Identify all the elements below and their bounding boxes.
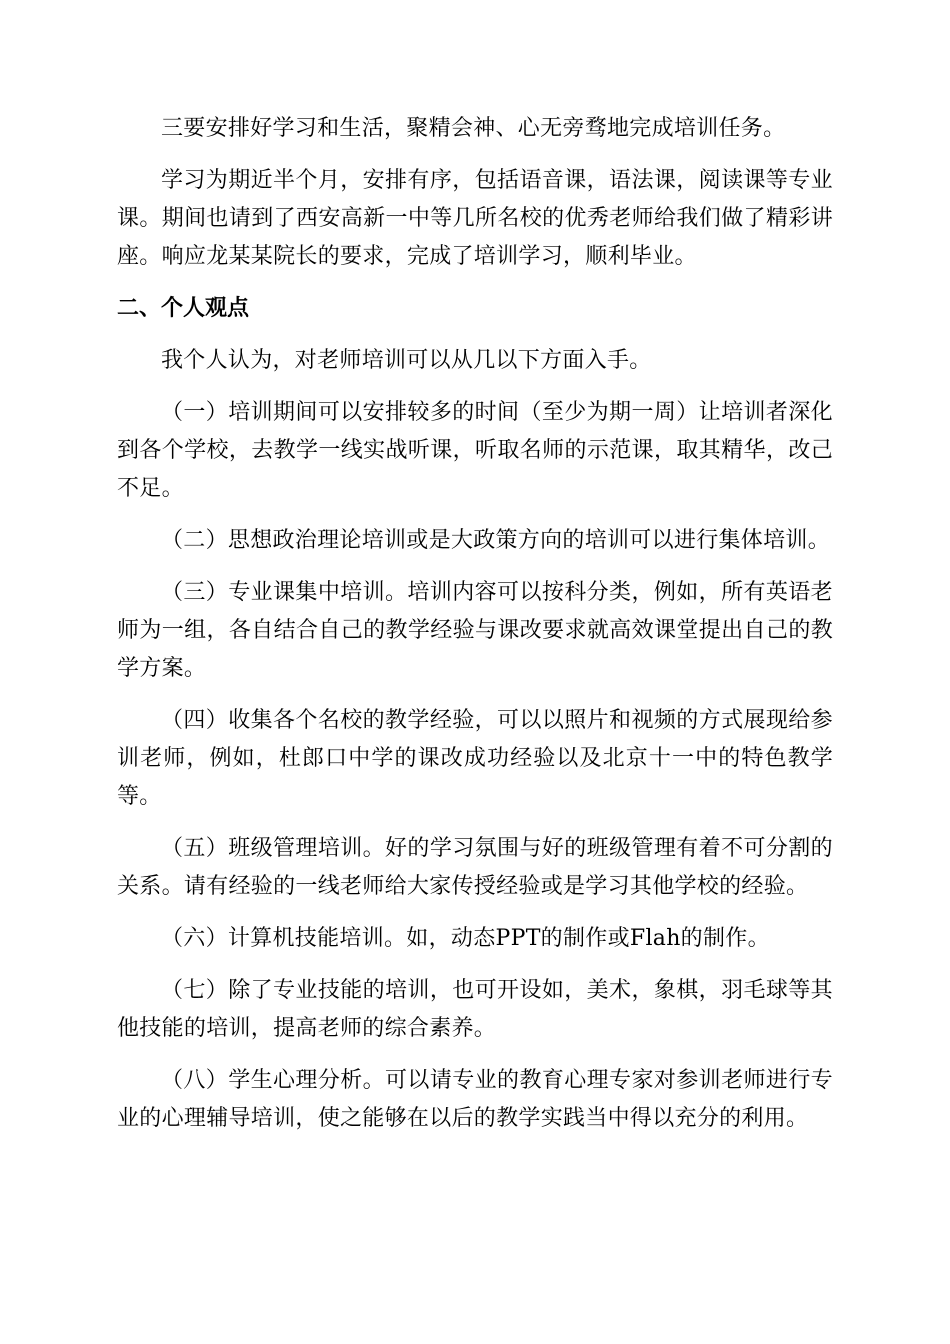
paragraph-intro: 我个人认为，对老师培训可以从几以下方面入手。 [161, 348, 652, 373]
paragraph-gap [117, 508, 833, 522]
paragraph-task-arrangement: 三要安排好学习和生活，聚精会神、心无旁骛地完成培训任务。 [161, 116, 786, 141]
paragraph-study-summary: 学习为期近半个月，安排有序，包括语音课，语法课，阅读课等专业课。期间也请到了西安高新一中等几所名校的优秀老师给我们做了精彩讲座。响应龙某某院长的要求，完成了培训学习，顺利毕业。 [117, 168, 833, 269]
document-body [117, 110, 833, 1138]
paragraph-gap [117, 148, 833, 162]
paragraph-gap [117, 1048, 833, 1062]
paragraph-gap [117, 688, 833, 702]
point-4: （四）收集各个名校的教学经验，可以以照片和视频的方式展现给参训老师，例如，杜郎口中学的课改成功经验以及北京十一中的特色教学等。 [117, 708, 833, 809]
paragraph-gap [117, 328, 833, 342]
paragraph-gap [117, 816, 833, 830]
point-7: （七）除了专业技能的培训，也可开设如，美术，象棋，羽毛球等其他技能的培训，提高老师的综合素养。 [117, 978, 833, 1041]
paragraph-gap [117, 958, 833, 972]
point-8: （八）学生心理分析。可以请专业的教育心理专家对参训老师进行专业的心理辅导培训，使之能够在以后的教学实践当中得以充分的利用。 [117, 1068, 833, 1131]
section-heading: 二、个人观点 [117, 296, 250, 321]
paragraph-gap [117, 906, 833, 920]
point-3: （三）专业课集中培训。培训内容可以按科分类，例如，所有英语老师为一组，各自结合自己的教学经验与课改要求就高效课堂提出自己的教学方案。 [117, 580, 833, 681]
point-5: （五）班级管理培训。好的学习氛围与好的班级管理有着不可分割的关系。请有经验的一线老师给大家传授经验或是学习其他学校的经验。 [117, 836, 833, 899]
point-2: （二）思想政治理论培训或是大政策方向的培训可以进行集体培训。 [161, 528, 831, 553]
paragraph-gap [117, 380, 833, 394]
paragraph-gap [117, 560, 833, 574]
paragraph-gap [117, 276, 833, 290]
point-1: （一）培训期间可以安排较多的时间（至少为期一周）让培训者深化到各个学校，去教学一线实战听课，听取名师的示范课，取其精华，改己不足。 [117, 400, 833, 501]
point-6: （六）计算机技能培训。如，动态PPT的制作或Flah的制作。 [161, 926, 770, 951]
